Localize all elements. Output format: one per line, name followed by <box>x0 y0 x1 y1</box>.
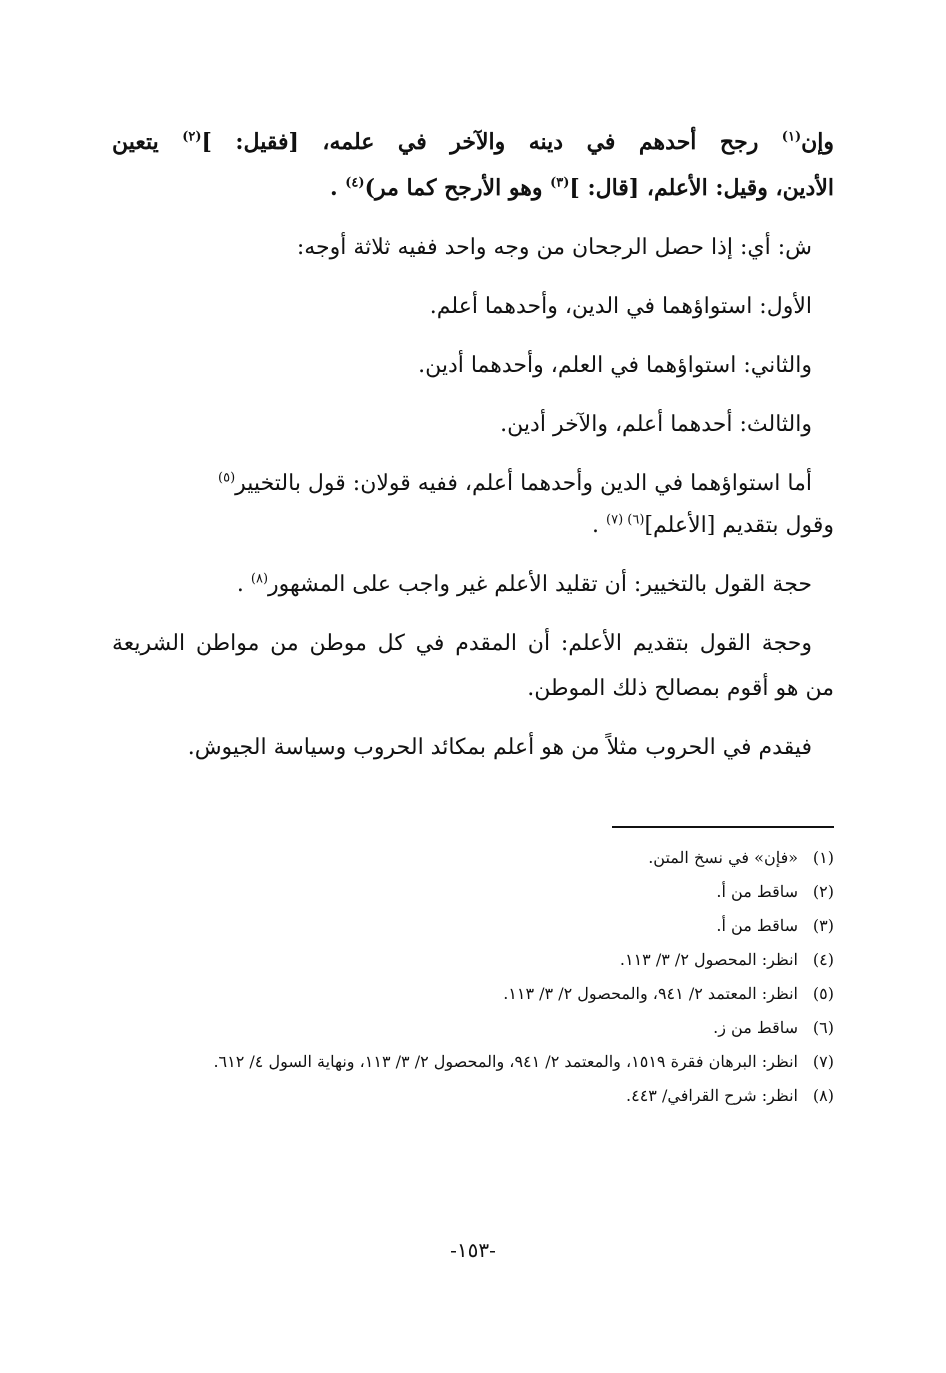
footnote-ref-6[interactable]: (٦) <box>627 512 645 528</box>
footnote-number: (٦) <box>812 1018 834 1037</box>
text-segment: رجح أحدهم في دينه والآخر في علمه، [فقيل: ] <box>201 129 782 155</box>
text-segment: الأدين، وقيل: الأعلم، [قال: ] <box>569 175 834 201</box>
commentary-line: من هو أقوم بمصالح ذلك الموطن. <box>527 676 834 701</box>
footnote-item <box>112 846 834 870</box>
matn-paragraph <box>112 128 834 203</box>
footnote-text: انظر: شرح القرافي/ ٤٤٣. <box>626 1086 798 1105</box>
text-segment: وقول بتقديم [الأعلم] <box>644 513 834 538</box>
commentary-line <box>112 469 834 498</box>
commentary-line: ش: أي: إذا حصل الرجحان من وجه واحد ففيه ثلاثة أوجه: <box>296 235 812 260</box>
footnote-text: ساقط من أ. <box>716 916 798 935</box>
footnote-text: انظر: المعتمد ٢/ ٩٤١، والمحصول ٢/ ٣/ ١١٣. <box>503 984 798 1003</box>
matn-line-2 <box>112 174 834 203</box>
footnote-number: (٥) <box>812 984 834 1003</box>
commentary-line: والثاني: استواؤهما في العلم، وأحدهما أدين. <box>418 353 812 378</box>
text-segment: حجة القول بالتخيير: أن تقليد الأعلم غير واجب على المشهور <box>268 572 812 597</box>
text-segment: أما استواؤهما في الدين وأحدهما أعلم، ففيه قولان: قول بالتخيير <box>235 471 812 496</box>
footnote-text: «فإن» في نسخ المتن. <box>648 848 798 867</box>
commentary-line: الأول: استواؤهما في الدين، وأحدهما أعلم. <box>429 294 812 319</box>
main-text <box>112 128 834 762</box>
commentary-paragraph <box>112 629 834 703</box>
page-number: -١٥٣- <box>450 1238 496 1262</box>
footnote-separator <box>612 826 834 828</box>
commentary-line <box>112 511 834 540</box>
footnote-text: ساقط من أ. <box>716 882 798 901</box>
commentary-line <box>112 570 834 599</box>
commentary-line: والثالث: أحدهما أعلم، والآخر أدين. <box>500 412 812 437</box>
footnote-item <box>112 880 834 904</box>
text-segment: وإن <box>801 129 834 155</box>
text-segment: . <box>236 572 251 597</box>
footnote-item <box>112 1050 834 1074</box>
footnote-number: (١) <box>812 848 834 867</box>
footnote-text: انظر: البرهان فقرة ١٥١٩، والمعتمد ٢/ ٩٤١، والمحصول ٢/ ٣/ ١١٣، ونهاية السول ٤/ ٦١٢. <box>213 1052 798 1071</box>
matn-line-1 <box>112 128 834 157</box>
footnote-item <box>112 982 834 1006</box>
text-segment: وهو الأرجح كما مر) <box>364 175 551 201</box>
footnote-ref-4[interactable]: (٤) <box>345 175 365 191</box>
footnotes <box>112 846 834 1118</box>
footnote-number: (٤) <box>812 950 834 969</box>
footnote-ref-3[interactable]: (٣) <box>550 175 570 191</box>
footnote-ref-8[interactable]: (٨) <box>250 571 269 587</box>
footnote-number: (٨) <box>812 1086 834 1105</box>
text-segment: . <box>592 513 607 538</box>
text-segment: يتعين <box>112 129 183 155</box>
footnote-ref-7[interactable]: (٧) <box>606 512 628 528</box>
footnote-ref-5[interactable]: (٥) <box>218 470 236 486</box>
commentary-line: وحجة القول بتقديم الأعلم: أن المقدم في كل موطن من مواطن الشريعة <box>112 631 812 656</box>
footnote-text: انظر: المحصول ٢/ ٣/ ١١٣. <box>619 950 798 969</box>
footnote-item <box>112 948 834 972</box>
text-segment: . <box>329 175 346 201</box>
commentary-paragraph <box>112 469 834 540</box>
footnote-item <box>112 1084 834 1108</box>
footnote-number: (٧) <box>812 1052 834 1071</box>
footnote-number: (٣) <box>812 916 834 935</box>
footnote-ref-1[interactable]: (١) <box>781 129 802 145</box>
footnote-ref-2[interactable]: (٢) <box>182 129 202 145</box>
footnote-item <box>112 914 834 938</box>
commentary-line: فيقدم في الحروب مثلاً من هو أعلم بمكائد الحروب وسياسة الجيوش. <box>187 735 812 760</box>
footnote-number: (٢) <box>812 882 834 901</box>
footnote-text: ساقط من ز. <box>713 1018 798 1037</box>
footnote-item <box>112 1016 834 1040</box>
